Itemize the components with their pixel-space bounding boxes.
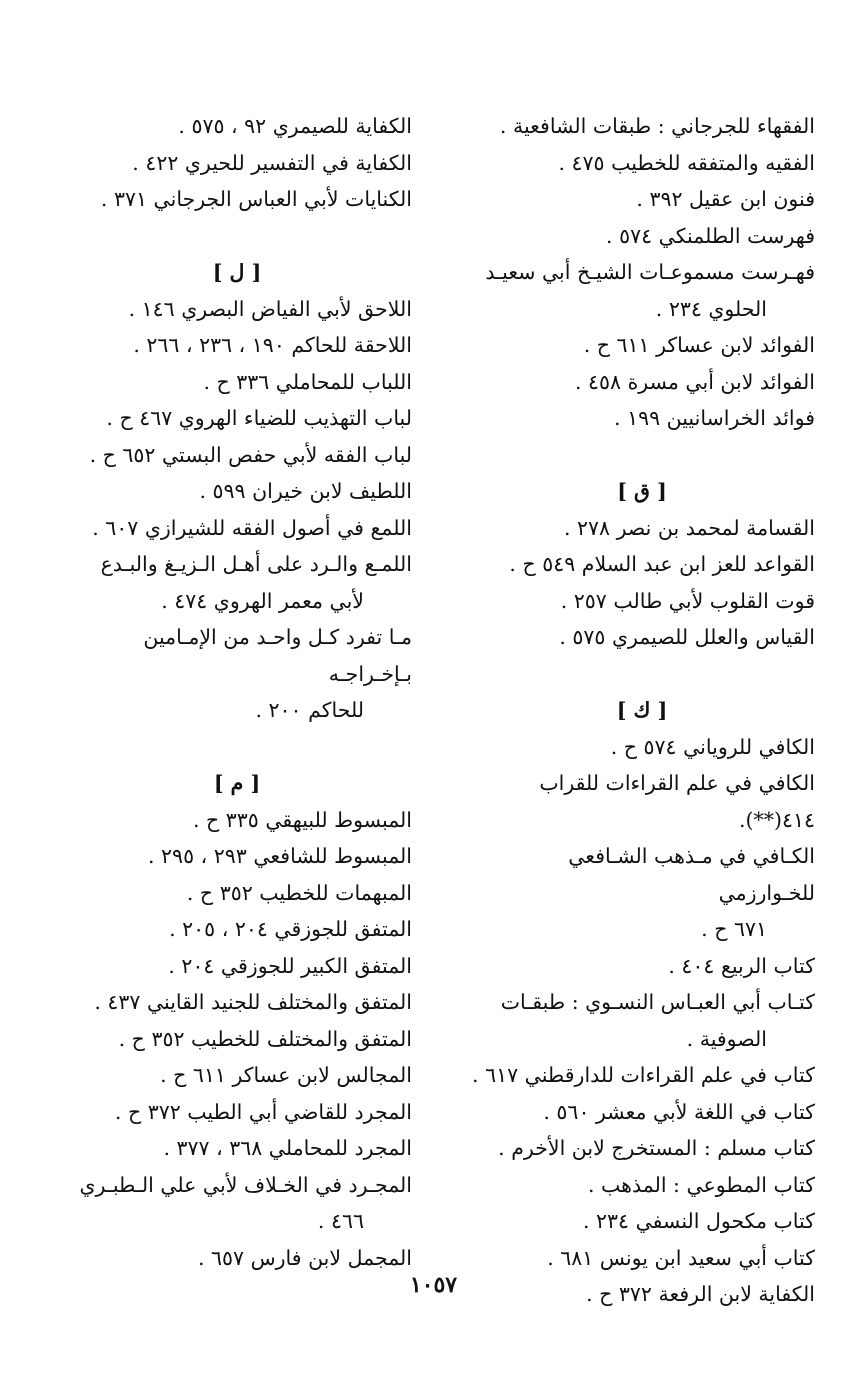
entry-text: كتاب مسلم : المستخرج لابن الأخرم . [498,1136,815,1160]
entry-continuation: الصوفية . [686,1026,767,1051]
index-entry [62,473,412,510]
entry-text: اللاحق لأبي الفياض البصري ١٤٦ . [128,296,412,321]
section-heading-qaf: [ ق ] [617,479,667,503]
index-entry [62,838,412,875]
index-entry [469,583,815,620]
entry-text: الكفاية للصيمري ٩٢ ، ٥٧٥ . [178,114,412,138]
entry-text: كتاب في علم القراءات للدارقطني ٦١٧ . [472,1063,815,1087]
entry-text: الكفاية لابن الرفعة ٣٧٢ ح . [586,1282,815,1306]
entry-text: الكـافي في مـذهب الشـافعي للخـوارزمي [568,844,815,905]
index-entry [469,765,815,838]
index-entry [62,546,412,619]
entries-mim [62,802,412,1277]
index-entry [62,437,412,474]
entry-text: الكافي للروياني ٥٧٤ ح . [610,734,815,759]
section-heading-mim: [ م ] [213,771,261,795]
entry-text: المجمل لابن فارس ٦٥٧ . [197,1245,412,1270]
index-entry [62,1094,412,1131]
entries-qaf [469,510,815,656]
entry-text: المجرد للمحاملي ٣٦٨ ، ٣٧٧ . [163,1136,412,1160]
index-entry [469,400,815,437]
entry-continuation: للحاكم ٢٠٠ . [255,698,364,722]
entries-lam [62,291,412,729]
entry-text: المتفق للجوزقي ٢٠٤ ، ٢٠٥ . [169,917,412,941]
entry-text: فوائد الخراسانيين ١٩٩ . [614,406,815,430]
entry-text: الكافي في علم القراءات للقراب ٤١٤(**). [539,771,815,832]
index-entry [469,145,815,182]
index-entry [62,948,412,985]
entry-text: اللاحقة للحاكم ١٩٠ ، ٢٣٦ ، ٢٦٦ . [133,333,412,357]
entry-text: لباب الفقه لأبي حفص البستي ٦٥٢ ح . [89,442,412,467]
entry-text: اللطيف لابن خيران ٥٩٩ . [199,479,412,503]
entry-text: اللمـع والـرد على أهـل الـزيـغ والبـدع [100,552,412,576]
entry-text: اللباب للمحاملي ٣٣٦ ح . [203,369,412,394]
index-entry [469,1057,815,1094]
index-entry [469,838,815,948]
index-entry [62,291,412,328]
index-entry [62,364,412,401]
entry-text: لباب التهذيب للضياء الهروي ٤٦٧ ح . [106,406,412,430]
index-entry [62,1057,412,1094]
entry-text: الفوائد لابن عساكر ٦١١ ح . [583,333,815,357]
section-heading-kaf: [ ك ] [616,698,668,722]
entry-text: الفقيه والمتفقه للخطيب ٤٧٥ . [558,150,815,175]
index-entry [62,108,412,145]
right-column [469,108,815,1313]
index-entry [469,1094,815,1131]
entry-text: القسامة لمحمد بن نصر ٢٧٨ . [563,515,815,540]
entry-text: فهـرست مسموعـات الشيـخ أبي سعيـد [485,260,815,284]
entry-text: الكفاية في التفسير للحيري ٤٢٢ . [132,150,412,175]
entry-text: المتفق الكبير للجوزقي ٢٠٤ . [168,953,412,978]
entry-text: المجـرد في الخـلاف لأبي علي الـطبـري [79,1172,412,1197]
entry-text: كتاب المطوعي : المذهب . [588,1172,815,1197]
entry-continuation: ٤٦٦ . [317,1209,364,1233]
entries-fa [469,108,815,437]
entry-continuation: لأبي معمر الهروي ٤٧٤ . [161,588,364,613]
entry-text: المتفق والمختلف للجنيد القايني ٤٣٧ . [94,990,412,1014]
entry-text: المبسوط للشافعي ٢٩٣ ، ٢٩٥ . [148,844,412,868]
entry-text: الكنايات لأبي العباس الجرجاني ٣٧١ . [100,187,412,211]
index-entry [62,619,412,729]
index-entry [62,1167,412,1240]
entry-text: القواعد للعز ابن عبد السلام ٥٤٩ ح . [509,552,815,576]
index-entry [469,254,815,327]
index-entry [62,145,412,182]
entry-text: فهرست الطلمنكي ٥٧٤ . [606,223,815,248]
index-entry [469,546,815,583]
index-entry [469,108,815,145]
entry-text: الفوائد لابن أبي مسرة ٤٥٨ . [574,369,815,394]
index-entry [469,948,815,985]
index-entry [469,984,815,1057]
entry-text: كتاب في اللغة لأبي معشر ٥٦٠ . [543,1099,815,1124]
entry-text: المجالس لابن عساكر ٦١١ ح . [160,1063,412,1087]
index-entry [62,984,412,1021]
index-entry [469,619,815,656]
entry-text: مـا تفرد كـل واحـد من الإمـامين بـإخـراجـه [143,625,412,686]
index-entry [469,364,815,401]
index-entry [469,218,815,255]
left-column [62,108,412,1276]
entry-text: المجرد للقاضي أبي الطيب ٣٧٢ ح . [114,1099,412,1124]
entry-text: القياس والعلل للصيمري ٥٧٥ . [559,625,815,649]
index-entry [469,1203,815,1240]
index-entry [62,911,412,948]
entry-text: كتـاب أبي العبـاس النسـوي : طبقـات [500,990,815,1014]
index-entry [62,181,412,218]
index-entry [469,327,815,364]
index-entry [62,1240,412,1277]
entry-text: المبسوط للبيهقي ٣٣٥ ح . [192,807,412,832]
entry-continuation: ٦٧١ ح . [701,917,767,941]
entry-text: كتاب أبي سعيد ابن يونس ٦٨١ . [547,1245,815,1270]
entry-text: الفقهاء للجرجاني : طبقات الشافعية . [499,114,815,138]
index-entry [62,327,412,364]
entry-text: قوت القلوب لأبي طالب ٢٥٧ . [560,588,815,613]
index-entry [469,729,815,766]
index-entry [62,510,412,547]
section-heading-lam: [ ل ] [212,260,262,284]
index-entry [469,1240,815,1277]
entry-text: فنون ابن عقيل ٣٩٢ . [636,187,815,211]
index-entry [469,1130,815,1167]
index-entry [62,802,412,839]
index-entry [469,510,815,547]
index-entry [62,400,412,437]
index-entry [469,1167,815,1204]
entry-text: المبهمات للخطيب ٣٥٢ ح . [186,880,412,905]
index-entry [469,181,815,218]
entry-text: كتاب الربيع ٤٠٤ . [668,953,815,978]
entries-kaf-continued [62,108,412,218]
index-entry [62,875,412,912]
entry-text: كتاب مكحول النسفي ٢٣٤ . [582,1209,815,1233]
entry-text: المتفق والمختلف للخطيب ٣٥٢ ح . [118,1026,412,1051]
index-entry [62,1130,412,1167]
entry-continuation: الحلوي ٢٣٤ . [655,296,767,321]
entry-text: اللمع في أصول الفقه للشيرازي ٦٠٧ . [92,515,412,540]
page-number: ١٠٥٧ [409,1272,458,1298]
index-entry [62,1021,412,1058]
entries-kaf [469,729,815,1313]
